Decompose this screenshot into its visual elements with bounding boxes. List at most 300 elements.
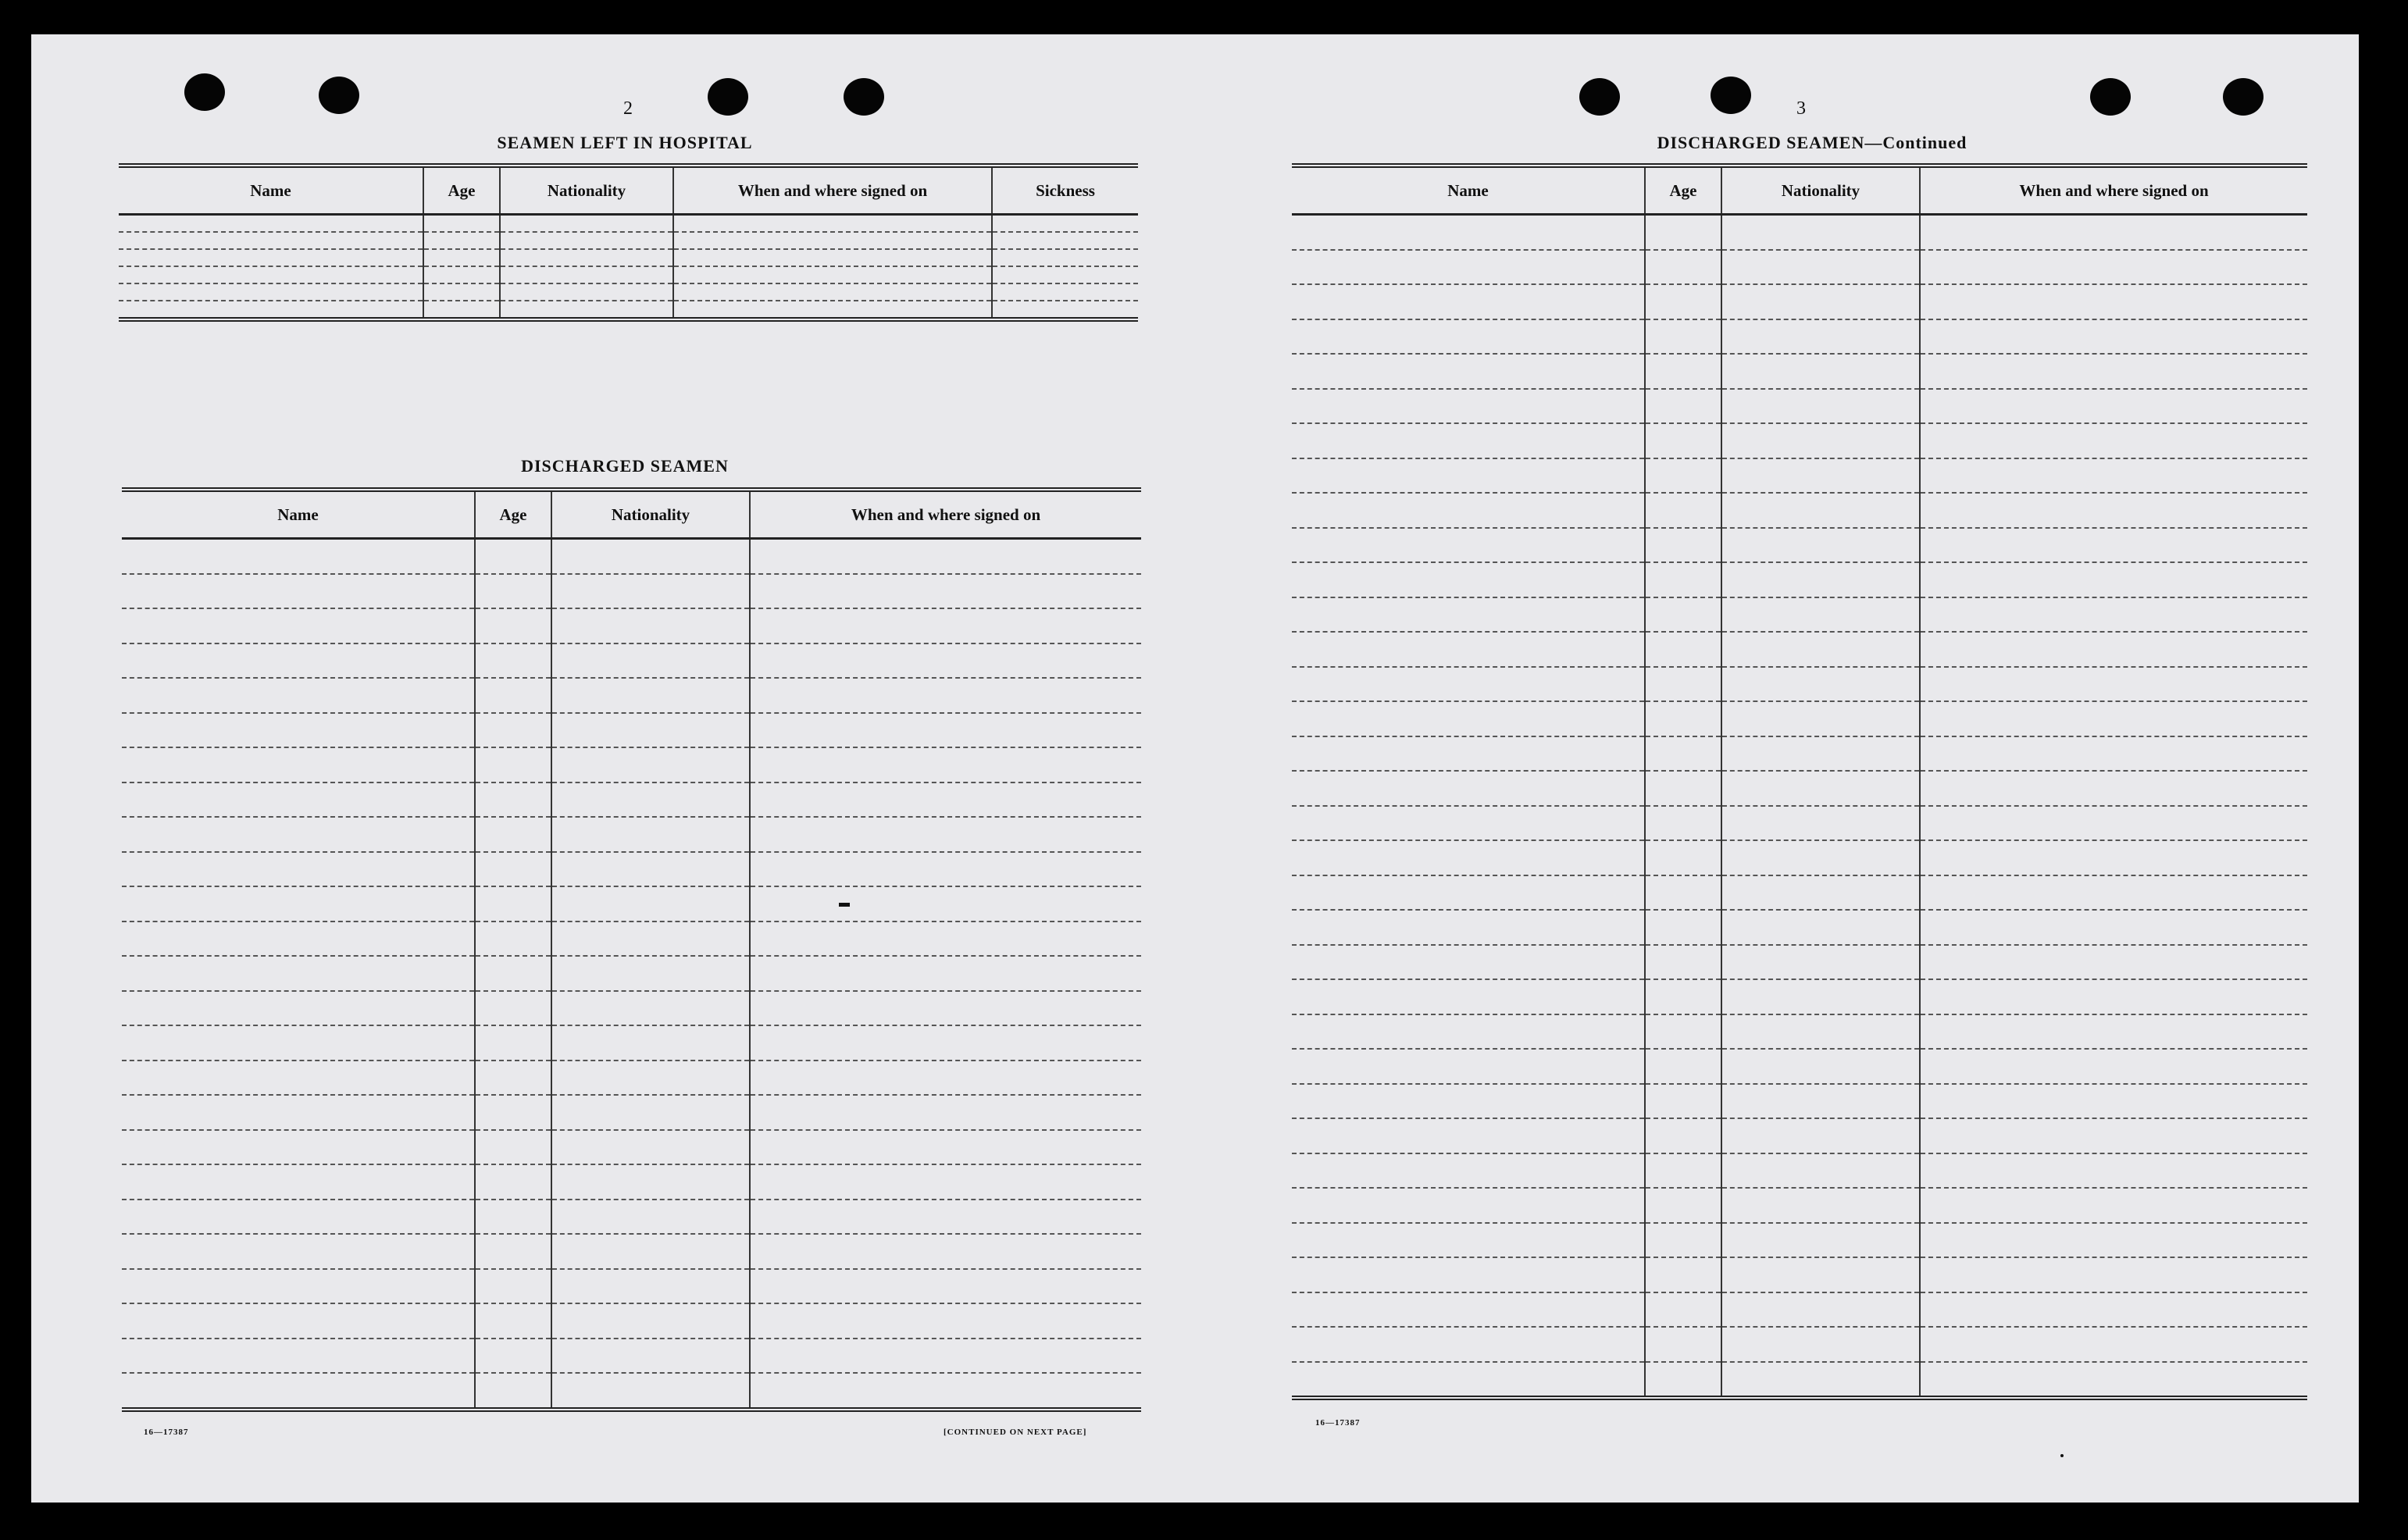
blank-entry-cell[interactable] xyxy=(122,1061,475,1096)
blank-entry-cell[interactable] xyxy=(1292,979,1645,1014)
blank-entry-cell[interactable] xyxy=(1645,528,1721,563)
blank-entry-cell[interactable] xyxy=(1721,875,1920,911)
blank-entry-cell[interactable] xyxy=(551,574,750,609)
blank-entry-cell[interactable] xyxy=(750,1095,1141,1130)
blank-entry-cell[interactable] xyxy=(1645,1362,1721,1399)
punch-hole xyxy=(844,78,884,116)
blank-entry-cell[interactable] xyxy=(475,539,551,574)
table-row xyxy=(122,886,1141,922)
blank-entry-cell[interactable] xyxy=(122,782,475,818)
blank-entry-cell[interactable] xyxy=(1645,806,1721,841)
blank-entry-cell[interactable] xyxy=(1920,1257,2307,1292)
blank-entry-cell[interactable] xyxy=(1292,806,1645,841)
column-header: Age xyxy=(1645,166,1721,215)
blank-entry-cell[interactable] xyxy=(500,283,673,301)
blank-entry-cell[interactable] xyxy=(1292,840,1645,875)
blank-entry-cell[interactable] xyxy=(423,232,500,249)
punch-hole xyxy=(2090,78,2131,116)
blank-entry-cell[interactable] xyxy=(1920,632,2307,667)
blank-entry-cell[interactable] xyxy=(551,922,750,957)
blank-entry-cell[interactable] xyxy=(1292,1188,1645,1223)
blank-entry-cell[interactable] xyxy=(423,301,500,319)
blank-entry-cell[interactable] xyxy=(551,782,750,818)
blank-entry-cell[interactable] xyxy=(1292,319,1645,355)
blank-entry-cell[interactable] xyxy=(1292,667,1645,702)
blank-entry-cell[interactable] xyxy=(475,886,551,922)
blank-entry-cell[interactable] xyxy=(1721,1153,1920,1189)
blank-entry-cell[interactable] xyxy=(1920,493,2307,528)
blank-entry-cell[interactable] xyxy=(119,266,423,283)
table-row xyxy=(122,643,1141,679)
blank-entry-cell[interactable] xyxy=(1645,875,1721,911)
blank-entry-cell[interactable] xyxy=(673,301,992,319)
blank-entry-cell[interactable] xyxy=(122,1339,475,1374)
blank-entry-cell[interactable] xyxy=(475,991,551,1026)
blank-entry-cell[interactable] xyxy=(122,817,475,852)
blank-entry-cell[interactable] xyxy=(1721,1257,1920,1292)
table-row xyxy=(1292,597,2307,633)
blank-entry-cell[interactable] xyxy=(1721,840,1920,875)
blank-entry-cell[interactable] xyxy=(1645,1188,1721,1223)
blank-entry-cell[interactable] xyxy=(1645,597,1721,633)
hospital-table xyxy=(119,163,1138,322)
blank-entry-cell[interactable] xyxy=(750,574,1141,609)
table-row xyxy=(122,574,1141,609)
blank-entry-cell[interactable] xyxy=(475,1373,551,1410)
blank-entry-cell[interactable] xyxy=(122,1234,475,1269)
blank-entry-cell[interactable] xyxy=(119,249,423,266)
blank-entry-cell[interactable] xyxy=(1920,1014,2307,1050)
blank-entry-cell[interactable] xyxy=(750,1130,1141,1165)
blank-entry-cell[interactable] xyxy=(1292,458,1645,494)
blank-entry-cell[interactable] xyxy=(1645,284,1721,319)
blank-entry-cell[interactable] xyxy=(1920,284,2307,319)
blank-entry-cell[interactable] xyxy=(475,817,551,852)
blank-entry-cell[interactable] xyxy=(1292,1327,1645,1362)
blank-entry-cell[interactable] xyxy=(1920,736,2307,772)
blank-entry-cell[interactable] xyxy=(423,215,500,233)
table-row xyxy=(1292,250,2307,285)
blank-entry-cell[interactable] xyxy=(122,991,475,1026)
blank-entry-cell[interactable] xyxy=(1292,632,1645,667)
blank-entry-cell[interactable] xyxy=(1920,458,2307,494)
blank-entry-cell[interactable] xyxy=(475,1025,551,1061)
blank-entry-cell[interactable] xyxy=(992,232,1138,249)
blank-entry-cell[interactable] xyxy=(475,1234,551,1269)
blank-entry-cell[interactable] xyxy=(1292,493,1645,528)
blank-entry-cell[interactable] xyxy=(1721,1188,1920,1223)
blank-entry-cell[interactable] xyxy=(1645,1257,1721,1292)
blank-entry-cell[interactable] xyxy=(1721,1327,1920,1362)
blank-entry-cell[interactable] xyxy=(551,817,750,852)
blank-entry-cell[interactable] xyxy=(1645,1014,1721,1050)
blank-entry-cell[interactable] xyxy=(1920,1118,2307,1153)
blank-entry-cell[interactable] xyxy=(1920,1049,2307,1084)
blank-entry-cell[interactable] xyxy=(1292,215,1645,250)
blank-entry-cell[interactable] xyxy=(1920,250,2307,285)
blank-entry-cell[interactable] xyxy=(1721,701,1920,736)
blank-entry-cell[interactable] xyxy=(750,1200,1141,1235)
column-header: When and where signed on xyxy=(673,166,992,215)
blank-entry-cell[interactable] xyxy=(1645,215,1721,250)
table-row xyxy=(122,678,1141,713)
blank-entry-cell[interactable] xyxy=(475,643,551,679)
blank-entry-cell[interactable] xyxy=(1292,423,1645,458)
blank-entry-cell[interactable] xyxy=(119,301,423,319)
blank-entry-cell[interactable] xyxy=(673,249,992,266)
blank-entry-cell[interactable] xyxy=(1292,1362,1645,1399)
blank-entry-cell[interactable] xyxy=(750,817,1141,852)
blank-entry-cell[interactable] xyxy=(992,283,1138,301)
table-row xyxy=(119,283,1138,301)
blank-entry-cell[interactable] xyxy=(1292,597,1645,633)
blank-entry-cell[interactable] xyxy=(475,1303,551,1339)
blank-entry-cell[interactable] xyxy=(1920,1223,2307,1258)
blank-entry-cell[interactable] xyxy=(1292,701,1645,736)
blank-entry-cell[interactable] xyxy=(1721,562,1920,597)
blank-entry-cell[interactable] xyxy=(1920,979,2307,1014)
blank-entry-cell[interactable] xyxy=(1645,423,1721,458)
blank-entry-cell[interactable] xyxy=(1721,945,1920,980)
blank-entry-cell[interactable] xyxy=(119,283,423,301)
blank-entry-cell[interactable] xyxy=(1645,701,1721,736)
blank-entry-cell[interactable] xyxy=(1292,875,1645,911)
blank-entry-cell[interactable] xyxy=(119,232,423,249)
blank-entry-cell[interactable] xyxy=(122,956,475,991)
blank-entry-cell[interactable] xyxy=(750,1025,1141,1061)
blank-entry-cell[interactable] xyxy=(122,608,475,643)
table-row xyxy=(122,1130,1141,1165)
blank-entry-cell[interactable] xyxy=(1292,1118,1645,1153)
table-row xyxy=(1292,284,2307,319)
blank-entry-cell[interactable] xyxy=(1920,528,2307,563)
blank-entry-cell[interactable] xyxy=(1292,389,1645,424)
blank-entry-cell[interactable] xyxy=(1721,1362,1920,1399)
table-row xyxy=(1292,701,2307,736)
blank-entry-cell[interactable] xyxy=(122,747,475,782)
blank-entry-cell[interactable] xyxy=(551,539,750,574)
table-row xyxy=(1292,215,2307,250)
blank-entry-cell[interactable] xyxy=(1721,736,1920,772)
blank-entry-cell[interactable] xyxy=(1920,1153,2307,1189)
blank-entry-cell[interactable] xyxy=(1645,1049,1721,1084)
blank-entry-cell[interactable] xyxy=(475,1200,551,1235)
blank-entry-cell[interactable] xyxy=(1721,423,1920,458)
blank-entry-cell[interactable] xyxy=(1721,250,1920,285)
blank-entry-cell[interactable] xyxy=(750,539,1141,574)
blank-entry-cell[interactable] xyxy=(750,956,1141,991)
blank-entry-cell[interactable] xyxy=(1721,528,1920,563)
blank-entry-cell[interactable] xyxy=(551,956,750,991)
table-row xyxy=(122,782,1141,818)
blank-entry-cell[interactable] xyxy=(1645,1292,1721,1328)
blank-entry-cell[interactable] xyxy=(500,249,673,266)
blank-entry-cell[interactable] xyxy=(122,1303,475,1339)
blank-entry-cell[interactable] xyxy=(673,232,992,249)
table-row xyxy=(119,232,1138,249)
blank-entry-cell[interactable] xyxy=(475,678,551,713)
blank-entry-cell[interactable] xyxy=(750,643,1141,679)
blank-entry-cell[interactable] xyxy=(1645,632,1721,667)
blank-entry-cell[interactable] xyxy=(475,574,551,609)
ink-mark xyxy=(839,903,850,907)
page-number-right: 3 xyxy=(1796,98,1806,119)
blank-entry-cell[interactable] xyxy=(1920,1188,2307,1223)
blank-entry-cell[interactable] xyxy=(1721,458,1920,494)
blank-entry-cell[interactable] xyxy=(1920,319,2307,355)
blank-entry-cell[interactable] xyxy=(1292,1084,1645,1119)
blank-entry-cell[interactable] xyxy=(1292,771,1645,806)
blank-entry-cell[interactable] xyxy=(475,1339,551,1374)
blank-entry-cell[interactable] xyxy=(1721,493,1920,528)
blank-entry-cell[interactable] xyxy=(1645,910,1721,945)
blank-entry-cell[interactable] xyxy=(992,215,1138,233)
blank-entry-cell[interactable] xyxy=(122,1269,475,1304)
blank-entry-cell[interactable] xyxy=(1645,736,1721,772)
blank-entry-cell[interactable] xyxy=(119,215,423,233)
blank-entry-cell[interactable] xyxy=(1292,1049,1645,1084)
blank-entry-cell[interactable] xyxy=(551,1164,750,1200)
blank-entry-cell[interactable] xyxy=(750,678,1141,713)
blank-entry-cell[interactable] xyxy=(475,852,551,887)
blank-entry-cell[interactable] xyxy=(992,249,1138,266)
blank-entry-cell[interactable] xyxy=(1920,215,2307,250)
blank-entry-cell[interactable] xyxy=(122,1200,475,1235)
column-header: Name xyxy=(1292,166,1645,215)
table-row xyxy=(1292,771,2307,806)
blank-entry-cell[interactable] xyxy=(1920,667,2307,702)
blank-entry-cell[interactable] xyxy=(1920,910,2307,945)
blank-entry-cell[interactable] xyxy=(1721,667,1920,702)
blank-entry-cell[interactable] xyxy=(1920,1292,2307,1328)
blank-entry-cell[interactable] xyxy=(1292,1223,1645,1258)
blank-entry-cell[interactable] xyxy=(551,1200,750,1235)
blank-entry-cell[interactable] xyxy=(1920,701,2307,736)
blank-entry-cell[interactable] xyxy=(551,1269,750,1304)
blank-entry-cell[interactable] xyxy=(122,886,475,922)
blank-entry-cell[interactable] xyxy=(750,922,1141,957)
table-row xyxy=(1292,1153,2307,1189)
blank-entry-cell[interactable] xyxy=(1920,1084,2307,1119)
blank-entry-cell[interactable] xyxy=(1920,562,2307,597)
blank-entry-cell[interactable] xyxy=(1721,910,1920,945)
blank-entry-cell[interactable] xyxy=(1920,771,2307,806)
blank-entry-cell[interactable] xyxy=(750,886,1141,922)
table-row xyxy=(1292,1014,2307,1050)
table-row xyxy=(1292,806,2307,841)
blank-entry-cell[interactable] xyxy=(750,1303,1141,1339)
blank-entry-cell[interactable] xyxy=(551,852,750,887)
blank-entry-cell[interactable] xyxy=(1645,1084,1721,1119)
blank-entry-cell[interactable] xyxy=(551,1130,750,1165)
blank-entry-cell[interactable] xyxy=(1721,806,1920,841)
blank-entry-cell[interactable] xyxy=(475,747,551,782)
blank-entry-cell[interactable] xyxy=(475,1164,551,1200)
blank-entry-cell[interactable] xyxy=(1645,354,1721,389)
blank-entry-cell[interactable] xyxy=(1645,1223,1721,1258)
blank-entry-cell[interactable] xyxy=(122,1164,475,1200)
blank-entry-cell[interactable] xyxy=(551,1095,750,1130)
blank-entry-cell[interactable] xyxy=(500,266,673,283)
blank-entry-cell[interactable] xyxy=(1721,389,1920,424)
blank-entry-cell[interactable] xyxy=(551,886,750,922)
blank-entry-cell[interactable] xyxy=(750,747,1141,782)
blank-entry-cell[interactable] xyxy=(1721,1084,1920,1119)
blank-entry-cell[interactable] xyxy=(1292,354,1645,389)
blank-entry-cell[interactable] xyxy=(1721,1014,1920,1050)
blank-entry-cell[interactable] xyxy=(1292,1014,1645,1050)
blank-entry-cell[interactable] xyxy=(122,539,475,574)
blank-entry-cell[interactable] xyxy=(122,922,475,957)
blank-entry-cell[interactable] xyxy=(551,1234,750,1269)
blank-entry-cell[interactable] xyxy=(750,852,1141,887)
blank-entry-cell[interactable] xyxy=(475,922,551,957)
blank-entry-cell[interactable] xyxy=(1920,597,2307,633)
blank-entry-cell[interactable] xyxy=(1292,1153,1645,1189)
blank-entry-cell[interactable] xyxy=(423,283,500,301)
blank-entry-cell[interactable] xyxy=(1721,284,1920,319)
blank-entry-cell[interactable] xyxy=(1721,319,1920,355)
blank-entry-cell[interactable] xyxy=(1721,597,1920,633)
blank-entry-cell[interactable] xyxy=(750,608,1141,643)
blank-entry-cell[interactable] xyxy=(1920,389,2307,424)
blank-entry-cell[interactable] xyxy=(673,266,992,283)
blank-entry-cell[interactable] xyxy=(750,782,1141,818)
blank-entry-cell[interactable] xyxy=(122,1373,475,1410)
blank-entry-cell[interactable] xyxy=(992,266,1138,283)
blank-entry-cell[interactable] xyxy=(1645,493,1721,528)
blank-entry-cell[interactable] xyxy=(475,608,551,643)
blank-entry-cell[interactable] xyxy=(1645,771,1721,806)
blank-entry-cell[interactable] xyxy=(551,608,750,643)
blank-entry-cell[interactable] xyxy=(1645,1327,1721,1362)
blank-entry-cell[interactable] xyxy=(1645,562,1721,597)
blank-entry-cell[interactable] xyxy=(122,1130,475,1165)
blank-entry-cell[interactable] xyxy=(1645,319,1721,355)
column-header: Age xyxy=(475,490,551,539)
blank-entry-cell[interactable] xyxy=(1920,840,2307,875)
blank-entry-cell[interactable] xyxy=(750,1339,1141,1374)
blank-entry-cell[interactable] xyxy=(1645,667,1721,702)
blank-entry-cell[interactable] xyxy=(750,1061,1141,1096)
blank-entry-cell[interactable] xyxy=(1721,215,1920,250)
blank-entry-cell[interactable] xyxy=(1292,250,1645,285)
table-row xyxy=(1292,1049,2307,1084)
blank-entry-cell[interactable] xyxy=(475,782,551,818)
blank-entry-cell[interactable] xyxy=(1721,632,1920,667)
blank-entry-cell[interactable] xyxy=(1920,1327,2307,1362)
blank-entry-cell[interactable] xyxy=(673,215,992,233)
blank-entry-cell[interactable] xyxy=(1645,1153,1721,1189)
blank-entry-cell[interactable] xyxy=(122,1095,475,1130)
blank-entry-cell[interactable] xyxy=(551,1373,750,1410)
blank-entry-cell[interactable] xyxy=(475,1130,551,1165)
blank-entry-cell[interactable] xyxy=(551,713,750,748)
table-row xyxy=(119,301,1138,319)
blank-entry-cell[interactable] xyxy=(551,678,750,713)
blank-entry-cell[interactable] xyxy=(500,215,673,233)
blank-entry-cell[interactable] xyxy=(673,283,992,301)
blank-entry-cell[interactable] xyxy=(1721,354,1920,389)
blank-entry-cell[interactable] xyxy=(122,574,475,609)
blank-entry-cell[interactable] xyxy=(750,1373,1141,1410)
blank-entry-cell[interactable] xyxy=(423,266,500,283)
blank-entry-cell[interactable] xyxy=(551,991,750,1026)
blank-entry-cell[interactable] xyxy=(1645,1118,1721,1153)
blank-entry-cell[interactable] xyxy=(1292,1292,1645,1328)
blank-entry-cell[interactable] xyxy=(500,301,673,319)
blank-entry-cell[interactable] xyxy=(1721,1223,1920,1258)
blank-entry-cell[interactable] xyxy=(750,1164,1141,1200)
blank-entry-cell[interactable] xyxy=(1920,945,2307,980)
blank-entry-cell[interactable] xyxy=(551,643,750,679)
blank-entry-cell[interactable] xyxy=(475,1061,551,1096)
blank-entry-cell[interactable] xyxy=(122,852,475,887)
blank-entry-cell[interactable] xyxy=(551,1303,750,1339)
blank-entry-cell[interactable] xyxy=(1645,250,1721,285)
blank-entry-cell[interactable] xyxy=(750,991,1141,1026)
blank-entry-cell[interactable] xyxy=(1292,284,1645,319)
blank-entry-cell[interactable] xyxy=(1292,736,1645,772)
blank-entry-cell[interactable] xyxy=(1920,875,2307,911)
blank-entry-cell[interactable] xyxy=(1645,458,1721,494)
blank-entry-cell[interactable] xyxy=(122,1025,475,1061)
blank-entry-cell[interactable] xyxy=(1721,771,1920,806)
blank-entry-cell[interactable] xyxy=(1920,806,2307,841)
blank-entry-cell[interactable] xyxy=(750,713,1141,748)
blank-entry-cell[interactable] xyxy=(1645,945,1721,980)
blank-entry-cell[interactable] xyxy=(1920,354,2307,389)
blank-entry-cell[interactable] xyxy=(1721,979,1920,1014)
blank-entry-cell[interactable] xyxy=(475,1095,551,1130)
blank-entry-cell[interactable] xyxy=(750,1234,1141,1269)
blank-entry-cell[interactable] xyxy=(551,1339,750,1374)
blank-entry-cell[interactable] xyxy=(475,956,551,991)
table-row xyxy=(1292,875,2307,911)
blank-entry-cell[interactable] xyxy=(1645,979,1721,1014)
table-row xyxy=(122,817,1141,852)
table-row xyxy=(1292,493,2307,528)
blank-entry-cell[interactable] xyxy=(1292,562,1645,597)
blank-entry-cell[interactable] xyxy=(475,1269,551,1304)
blank-entry-cell[interactable] xyxy=(1721,1292,1920,1328)
blank-entry-cell[interactable] xyxy=(423,249,500,266)
blank-entry-cell[interactable] xyxy=(122,678,475,713)
blank-entry-cell[interactable] xyxy=(551,747,750,782)
blank-entry-cell[interactable] xyxy=(500,232,673,249)
blank-entry-cell[interactable] xyxy=(1292,1257,1645,1292)
blank-entry-cell[interactable] xyxy=(1292,528,1645,563)
blank-entry-cell[interactable] xyxy=(1721,1049,1920,1084)
blank-entry-cell[interactable] xyxy=(1645,840,1721,875)
blank-entry-cell[interactable] xyxy=(1292,910,1645,945)
blank-entry-cell[interactable] xyxy=(992,301,1138,319)
blank-entry-cell[interactable] xyxy=(750,1269,1141,1304)
blank-entry-cell[interactable] xyxy=(1920,1362,2307,1399)
blank-entry-cell[interactable] xyxy=(1645,389,1721,424)
table-row xyxy=(1292,945,2307,980)
blank-entry-cell[interactable] xyxy=(551,1025,750,1061)
blank-entry-cell[interactable] xyxy=(122,713,475,748)
table-row xyxy=(122,991,1141,1026)
table-row xyxy=(122,713,1141,748)
blank-entry-cell[interactable] xyxy=(475,713,551,748)
blank-entry-cell[interactable] xyxy=(1721,1118,1920,1153)
blank-entry-cell[interactable] xyxy=(1920,423,2307,458)
blank-entry-cell[interactable] xyxy=(1292,945,1645,980)
blank-entry-cell[interactable] xyxy=(551,1061,750,1096)
blank-entry-cell[interactable] xyxy=(122,643,475,679)
